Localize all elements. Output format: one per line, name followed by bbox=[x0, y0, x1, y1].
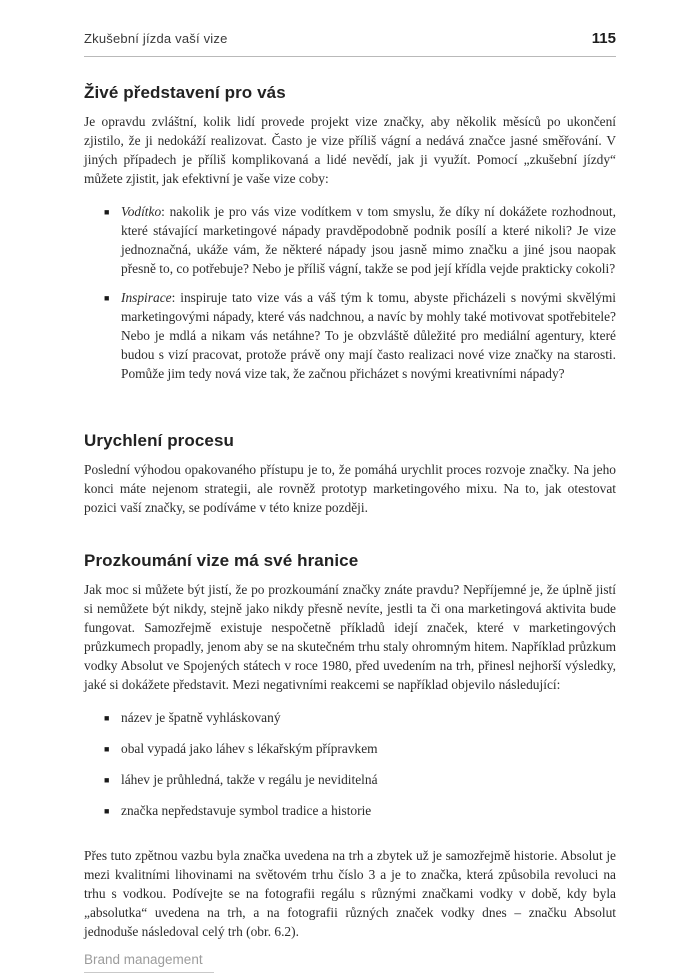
page-footer bbox=[84, 951, 616, 973]
list-item-text: název je špatně vyhláskovaný bbox=[121, 710, 281, 725]
section-heading-3: Prozkoumání vize má své hranice bbox=[84, 551, 359, 570]
running-title: Zkušební jízda vaší vize bbox=[84, 31, 228, 46]
paragraph-s3-intro: Jak moc si můžete být jistí, že po prozkoumání značky znáte pravdu? Nepříjemné je, že úplně jistí si nemůžete být nikdy, stejně jako nikdy přesně nevíte, jestli ta či ona marketingová aktivita bude fungovat. Samozřejmě existuje nespočetně příkladů idejí značek, které v marketingových průzkumech propadly, jenom aby se na skutečném trhu staly ohromným hitem. Například průzkum vodky Absolut ve Spojených státech v roce 1980, před uvedením na trh, přinesl nejhorší výsledky, jaké si dokážete představit. Mezi negativními reakcemi se například objevilo následující: bbox=[84, 582, 616, 692]
square-bullet-icon: ■ bbox=[104, 744, 110, 754]
paragraph-s3-outro: Přes tuto zpětnou vazbu byla značka uvedena na trh a zbytek už je samozřejmě historie. Absolut je mezi kvalitními lihovinami na světovém trhu číslo 3 a je to značka, která způsobila revoluci na trhu s vodkou. Podívejte se na fotografii regálu s různými značkami vodky v době, kdy byla „absolutka“ uvedena na trh, a na fotografii různých značek vodky dnes – značku Absolut jednoduše následoval celý trh (obr. 6.2). bbox=[84, 848, 616, 939]
lead-term: Inspirace bbox=[121, 290, 172, 305]
list-item bbox=[104, 202, 616, 278]
list-item bbox=[104, 708, 616, 727]
list-item bbox=[104, 801, 616, 820]
list-item bbox=[104, 739, 616, 758]
page-number: 115 bbox=[591, 30, 616, 47]
square-bullet-icon: ■ bbox=[104, 806, 110, 816]
running-header bbox=[84, 30, 616, 57]
section-heading-2: Urychlení procesu bbox=[84, 431, 235, 450]
square-bullet-icon: ■ bbox=[104, 207, 110, 217]
bullet-list-s3 bbox=[84, 708, 616, 832]
paragraph-s2-body: Poslední výhodou opakovaného přístupu je to, že pomáhá urychlit proces rozvoje značky. Na jeho konci máte nejenom strategii, ale rovněž prototyp marketingového mixu. Na to, jak otestovat pozici vaší značky, se podíváme v této knize později. bbox=[84, 462, 616, 515]
list-item-text: : inspiruje tato vize vás a váš tým k tomu, abyste přicházeli s novými skvělými marketingovými nápady, které vás nadchnou, a navíc by mohly také motivovat spotřebitele? Nebo je mdlá a nikam vás netáhne? To je obzvláště důležité pro mediální agentury, které budou s vizí pracovat, protože právě ony mají často realizaci nové vize značky na starosti. Pomůže jim tedy nová vize tak, že začnou přicházet s novými kreativními nápady? bbox=[121, 290, 616, 381]
list-item bbox=[104, 288, 616, 383]
square-bullet-icon: ■ bbox=[104, 713, 110, 723]
square-bullet-icon: ■ bbox=[104, 775, 110, 785]
list-item-text: obal vypadá jako láhev s lékařským přípravkem bbox=[121, 741, 378, 756]
list-item bbox=[104, 770, 616, 789]
paragraph-s1-intro: Je opravdu zvláštní, kolik lidí provede projekt vize značky, aby několik měsíců po ukončení zjistilo, že ji nedokáží realizovat. Často je vize příliš vágní a nedává značce jasné směřování. V jiných případech je příliš komplikovaná a lidé nevědí, jak ji využít. Pomocí „zkušební jízdy“ můžete zjistit, jak efektivní je vaše vize coby: bbox=[84, 114, 616, 186]
lead-term: Vodítko bbox=[121, 204, 162, 219]
square-bullet-icon: ■ bbox=[104, 293, 110, 303]
list-item-text: značka nepředstavuje symbol tradice a historie bbox=[121, 803, 372, 818]
bullet-list-s1 bbox=[84, 202, 616, 393]
footer-label: Brand management bbox=[84, 952, 214, 973]
list-item-text: láhev je průhledná, takže v regálu je neviditelná bbox=[121, 772, 378, 787]
list-item-text: : nakolik je pro vás vize vodítkem v tom smyslu, že díky ní dokážete rozhodnout, které stávající marketingové nápady pravděpodobně podnik posílí a které nikoli? Je vize jednoznačná, ukáže vám, že některé nápady jsou jasně mimo značku a jiné jsou naopak přesně to, co potřebuje? Nebo je příliš vágní, takže se pod její křídla vejde prakticky cokoli? bbox=[121, 204, 616, 276]
section-heading-1: Živé představení pro vás bbox=[84, 83, 286, 102]
